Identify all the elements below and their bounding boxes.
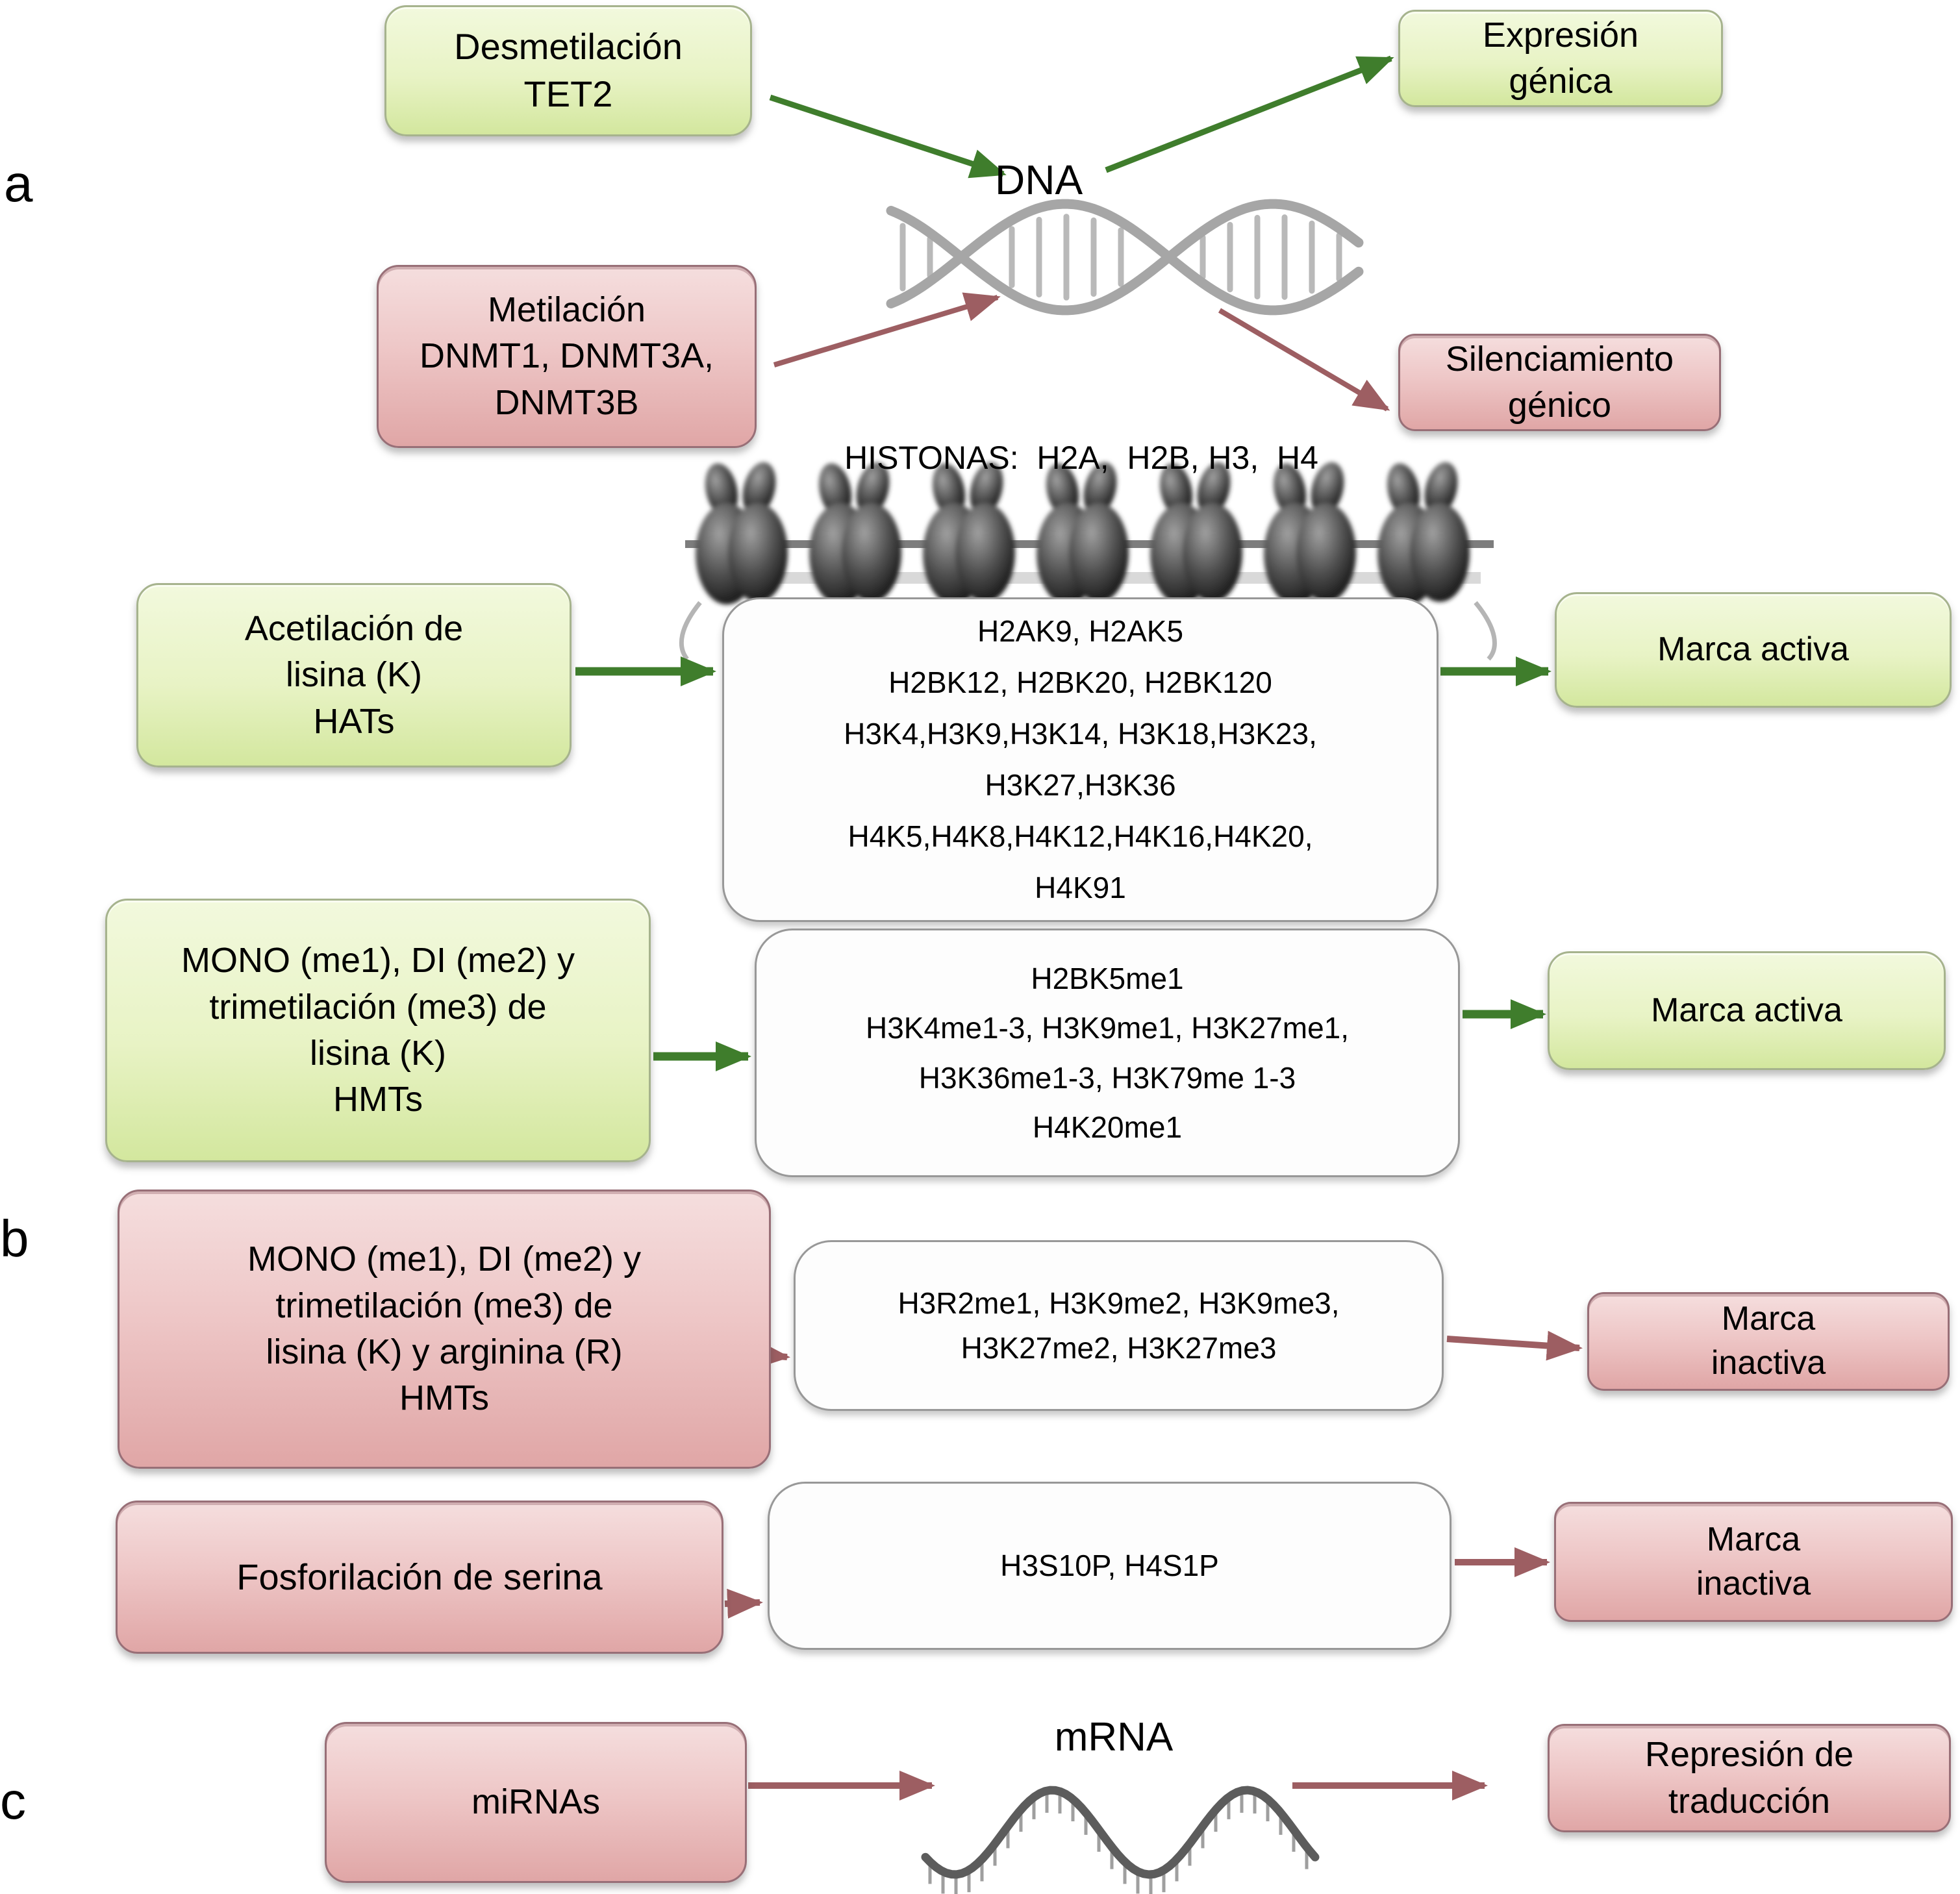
section-label-a: a [4, 155, 33, 212]
histones-title: HISTONAS: H2A, H2B, H3, H4 [844, 440, 1318, 476]
box-metilacion: Metilación DNMT1, DNMT3A, DNMT3B [377, 265, 757, 448]
section-label-c: c [0, 1772, 26, 1830]
box-marcas-metilacion-inactiva: H3R2me1, H3K9me2, H3K9me3, H3K27me2, H3K27me3 [794, 1240, 1444, 1411]
section-label-b: b [0, 1210, 29, 1267]
mrna-strand-image [925, 1790, 1315, 1894]
mrna-label: mRNA [1054, 1715, 1174, 1760]
box-marcas-fosforilacion: H3S10P, H4S1P [768, 1482, 1451, 1650]
box-metilacion-lisina-activa: MONO (me1), DI (me2) y trimetilación (me3) de lisina (K) HMTs [105, 899, 651, 1162]
dna-label: DNA [995, 156, 1083, 203]
box-acetilacion: Acetilación de lisina (K) HATs [136, 583, 572, 767]
box-marca-inactiva-2: Marca inactiva [1554, 1502, 1953, 1622]
box-marca-activa-1: Marca activa [1555, 592, 1952, 708]
box-metilacion-lisina-arginina: MONO (me1), DI (me2) y trimetilación (me3) de lisina (K) y arginina (R) HMTs [118, 1190, 771, 1469]
box-represion-traduccion: Represión de traducción [1548, 1724, 1951, 1832]
box-expresion-genica: Expresión génica [1398, 10, 1723, 107]
box-marcas-metilacion-activa: H2BK5me1 H3K4me1-3, H3K9me1, H3K27me1, H3K36me1-3, H3K79me 1-3 H4K20me1 [755, 928, 1460, 1177]
box-mirnas: miRNAs [325, 1722, 747, 1883]
box-silenciamiento-genico: Silenciamiento génico [1398, 334, 1721, 431]
box-marcas-acetilacion: H2AK9, H2AK5 H2BK12, H2BK20, H2BK120 H3K4,H3K9,H3K14, H3K18,H3K23, H3K27,H3K36 H4K5,H4K8,H4K12,H4K16,H4K20, H4K91 [722, 597, 1439, 922]
box-marca-inactiva-1: Marca inactiva [1587, 1292, 1950, 1391]
box-marca-activa-2: Marca activa [1548, 951, 1946, 1070]
box-fosforilacion: Fosforilación de serina [116, 1501, 723, 1654]
dna-helix-image [891, 204, 1359, 310]
box-desmetilacion: Desmetilación TET2 [384, 5, 752, 136]
